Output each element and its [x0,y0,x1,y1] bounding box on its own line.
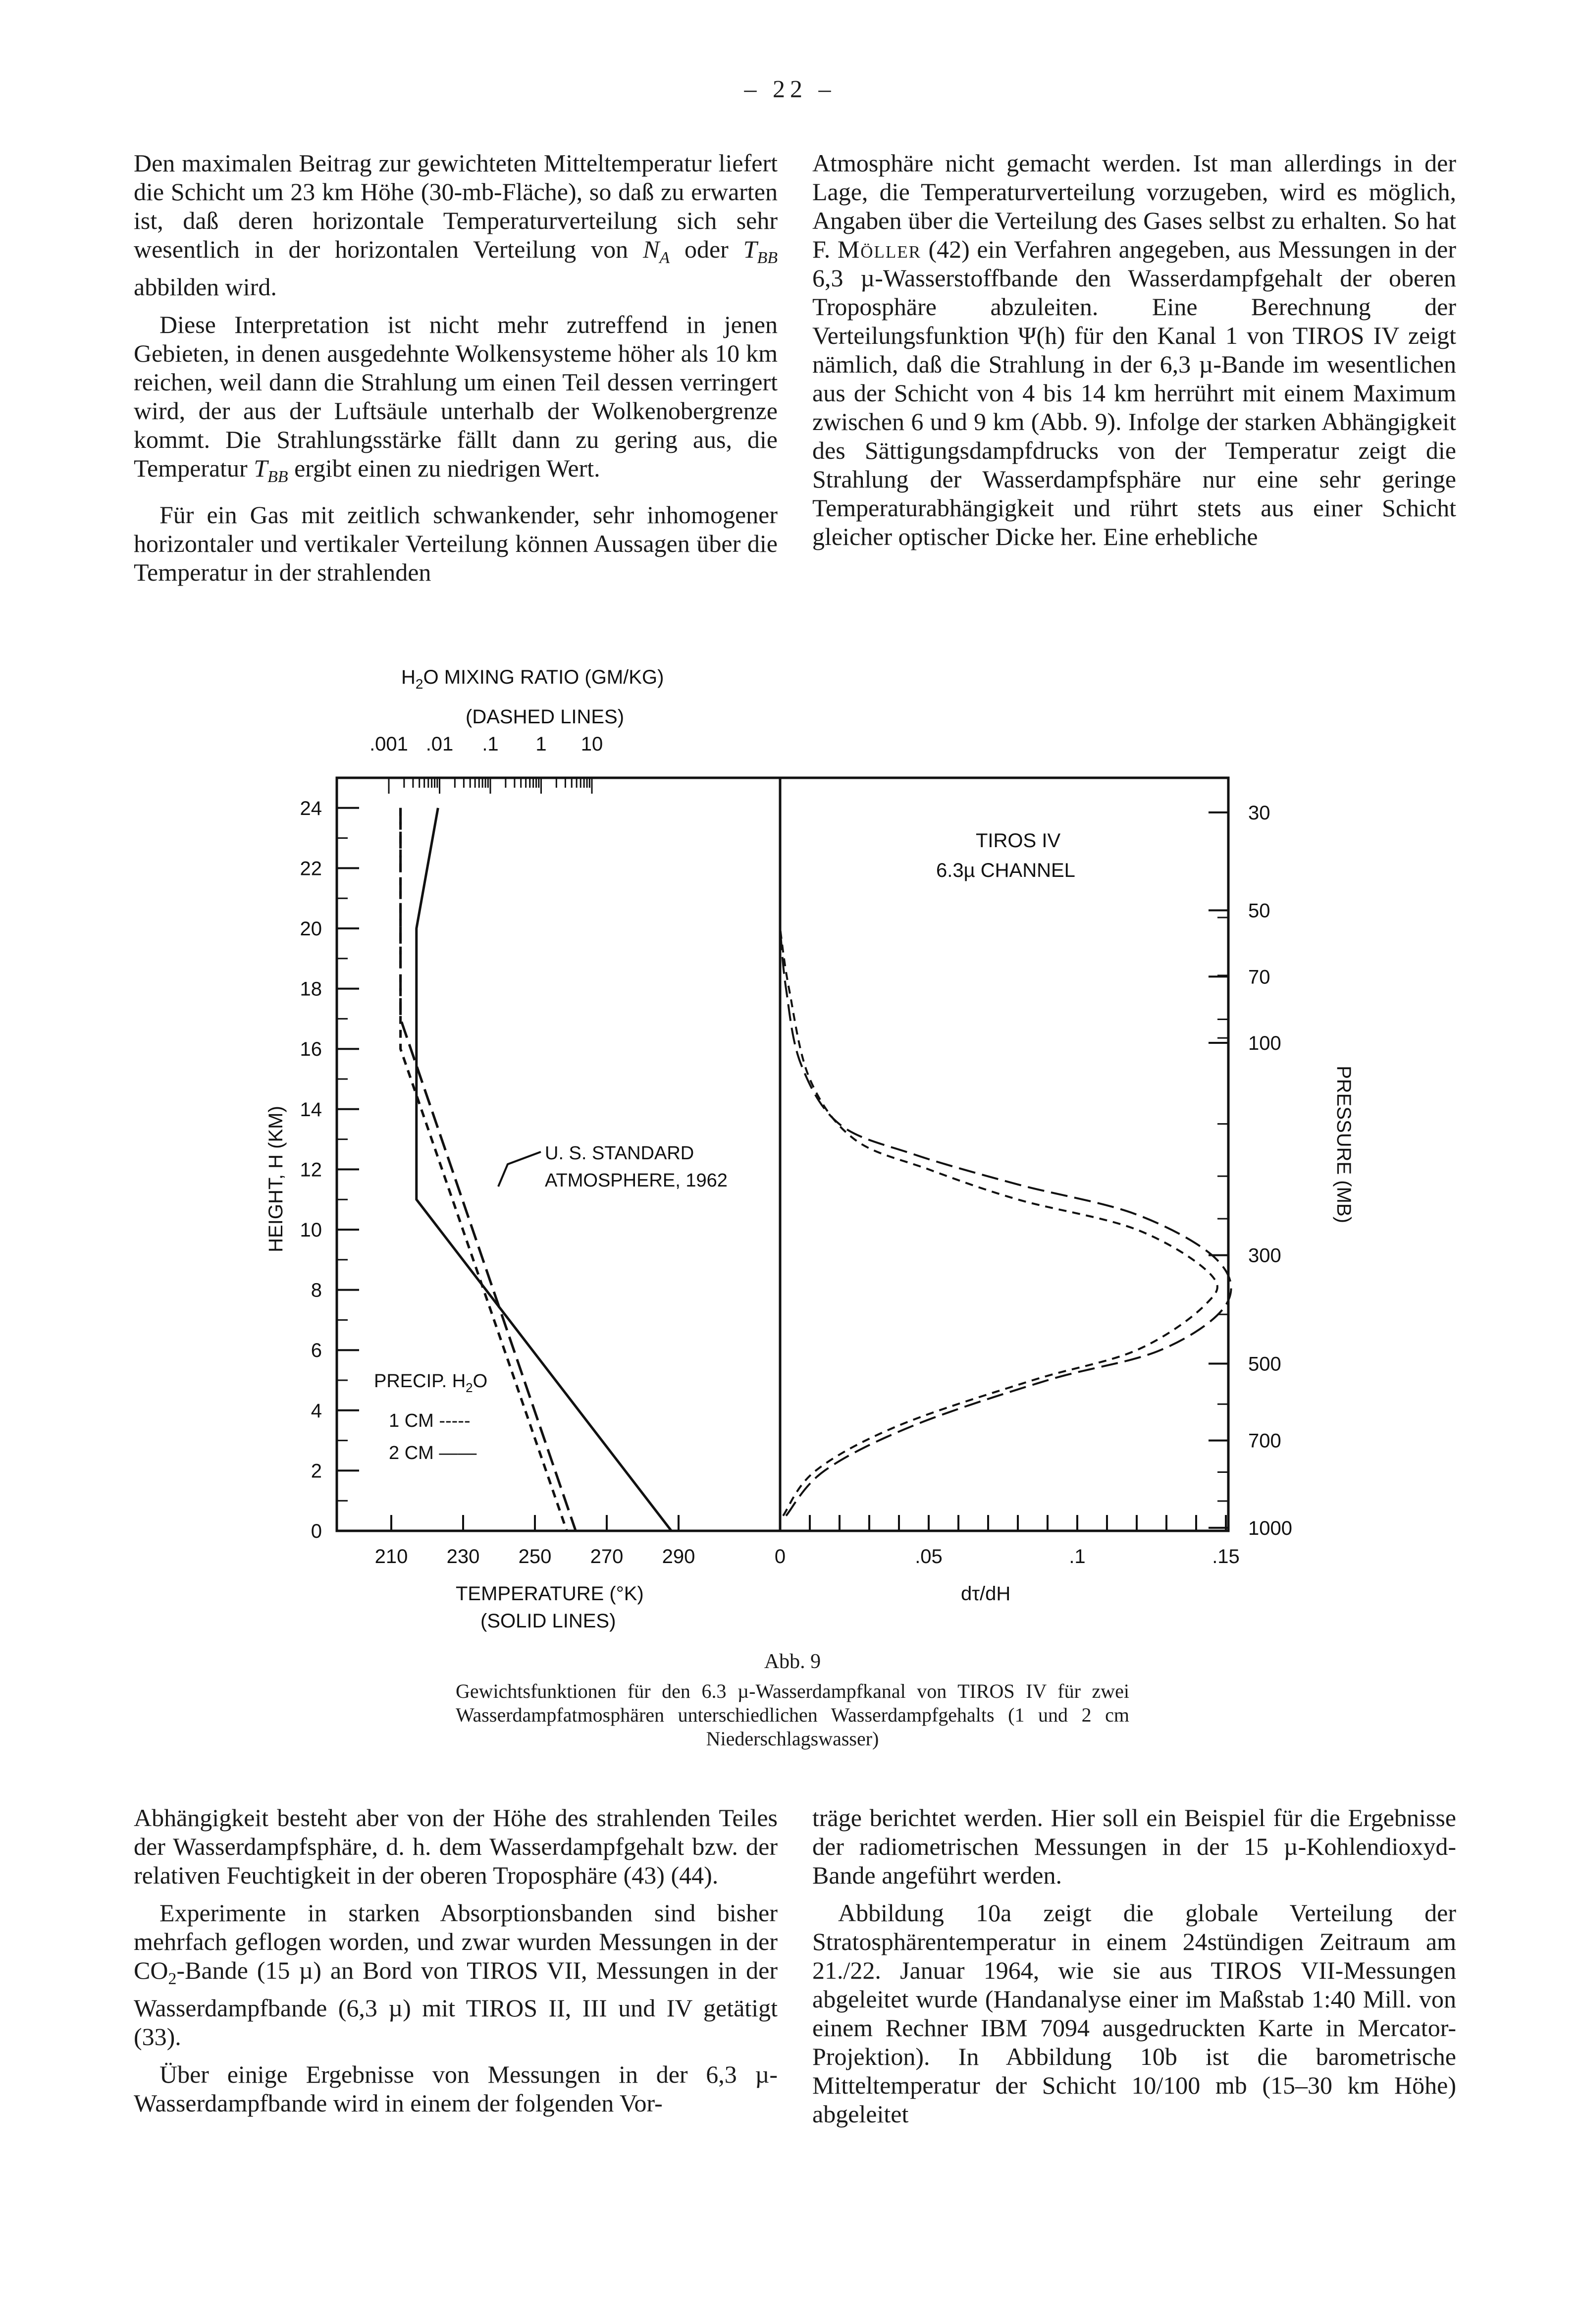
paragraph: Über einige Ergebnisse von Messungen in der 6,3 µ-Wasserdampfbande wird in einem der folgenden Vor- [134,2060,778,2117]
y-tick-label: 18 [300,978,322,1000]
annotation-channel: 6.3µ CHANNEL [936,860,1075,881]
weighting-tick-label: .15 [1212,1546,1240,1567]
y-tick-label: 4 [311,1400,322,1422]
pressure-tick-label: 300 [1248,1244,1281,1267]
pressure-tick-label: 500 [1248,1353,1281,1375]
author-name: Möller [837,235,922,263]
y-tick-label: 6 [311,1340,322,1362]
mixing-ratio-tick-label: .01 [425,733,454,755]
text-column-left-bottom [134,1803,778,2126]
caption-text: Gewichtsfunktionen für den 6.3 µ-Wasserdampfkanal von TIROS IV für zwei Wasserdampfatmosphären unterschiedlichen Wasserdampfgehalts (1 und 2 cm Niederschlagswasser) [456,1680,1129,1750]
figure-caption [456,1650,1129,1751]
temperature-tick-label: 230 [446,1546,480,1567]
temperature-axis-label: TEMPERATURE (°K) [456,1583,644,1605]
mixing-ratio-subtitle: (DASHED LINES) [466,706,625,728]
series-weighting-2cm [780,928,1231,1516]
temperature-tick-label: 210 [374,1546,408,1567]
y-tick-label: 14 [300,1098,322,1121]
pressure-tick-label: 70 [1248,966,1270,988]
y-tick-label: 24 [300,797,322,819]
y-tick-label: 16 [300,1038,322,1061]
weighting-tick-label: .05 [915,1546,943,1567]
y-tick-label: 20 [300,918,322,940]
paragraph: Diese Interpretation ist nicht mehr zutreffend in jenen Gebieten, in denen ausgedehnte Wolkensysteme höher als 10 km reichen, weil dann die Strahlung um einen Teil dessen verringert wird, der aus der Luftsäule unterhalb der Wolkenobergrenze kommt. Die Strahlungsstärke fällt dann zu gering aus, die Temperatur $T_{BB}$ ergibt einen zu niedrigen Wert. [134,311,778,486]
pressure-tick-label: 50 [1248,900,1270,922]
mixing-ratio-tick-label: .001 [369,733,408,755]
y-tick-label: 22 [300,858,322,880]
weighting-function-chart [238,654,1357,1645]
paragraph: Abbildung 10a zeigt die globale Verteilung der Stratosphärentemperatur in einem 24stündigen Zeitraum am 21./22. Januar 1964, wie sie aus TIROS VII-Messungen abgeleitet wurde (Handanalyse einer im Maßstab 1:40 Mill. von einem Rechner IBM 7094 ausgedruckten Karte in Mercator-Projektion). In Abbildung 10b ist die barometrische Mitteltemperatur der Schicht 10/100 mb (15–30 km Höhe) abgeleitet [812,1899,1456,2128]
caption-title: Abb. 9 [764,1650,821,1673]
pressure-tick-label: 1000 [1248,1517,1292,1539]
text-column-left-top [134,149,778,595]
legend-title: PRECIP. $H_2O$ [374,1371,488,1395]
text-column-right-bottom [812,1803,1456,2137]
annotation-leader [498,1152,541,1187]
paragraph: Für ein Gas mit zeitlich schwankender, sehr inhomogener horizontaler und vertikaler Verteilung können Aussagen über die Temperatur in der strahlenden [134,501,778,586]
pressure-axis-label: PRESSURE (MB) [1333,1066,1355,1223]
temperature-tick-label: 290 [662,1546,695,1567]
page-number: – 22 – [744,75,836,103]
y-tick-label: 0 [311,1520,322,1542]
text-column-right-top [812,149,1456,560]
pressure-tick-label: 700 [1248,1430,1281,1452]
pressure-tick-label: 30 [1248,802,1270,824]
mixing-ratio-tick-label: 10 [580,733,603,755]
paragraph: Den maximalen Beitrag zur gewichteten Mitteltemperatur liefert die Schicht um 23 km Höhe (30-mb-Fläche), so daß zu erwarten ist, daß deren horizontale Temperaturverteilung sich sehr wesentlich in der horizontalen Verteilung von $N_A$ oder $T_{BB}$ abbilden wird. [134,149,778,301]
temperature-tick-label: 250 [518,1546,552,1567]
mixing-ratio-tick-label: .1 [482,733,499,755]
paragraph: träge berichtet werden. Hier soll ein Beispiel für die Ergebnisse der radiometrischen Messungen in der 15 µ-Kohlendioxyd-Bande angeführt werden. [812,1804,1456,1889]
weighting-tick-label: .1 [1069,1546,1086,1567]
pressure-tick-label: 100 [1248,1032,1281,1055]
weighting-axis-label: dτ/dH [961,1583,1011,1605]
paragraph: Atmosphäre nicht gemacht werden. Ist man allerdings in der Lage, die Temperaturverteilung vorzugeben, wird es möglich, Angaben über die Verteilung des Gases selbst zu erhalten. So hat F. Möller (42) ein Verfahren angegeben, aus Messungen in der 6,3 µ-Wasserstoffbande den Wasserdampfgehalt der oberen Troposphäre abzuleiten. Eine Berechnung der Verteilungsfunktion Ψ(h) für den Kanal 1 von TIROS IV zeigt nämlich, daß die Strahlung in der 6,3 µ-Bande im wesentlichen aus der Schicht von 4 bis 14 km herrührt mit einem Maximum zwischen 6 und 9 km (Abb. 9). Infolge der starken Abhängigkeit des Sättigungsdampfdrucks von der Temperatur zeigt die Strahlung der Wasserdampfsphäre nur eine sehr geringe Temperaturabhängigkeit und rührt stets aus einer Schicht gleicher optischer Dicke her. Eine erhebliche [812,149,1456,550]
y-tick-label: 2 [311,1460,322,1482]
series-weighting-1cm [780,928,1217,1516]
y-axis-label: HEIGHT, H (KM) [265,1106,287,1252]
annotation-standard-atmosphere: U. S. STANDARD [545,1143,694,1164]
plot-frame [337,778,1228,1531]
y-tick-label: 8 [311,1279,322,1301]
figure-abb-9 [238,654,1357,1645]
y-tick-label: 10 [300,1219,322,1241]
paragraph: Abhängigkeit besteht aber von der Höhe des strahlenden Teiles der Wasserdampfsphäre, d. h. dem Wasserdampfgehalt bzw. der relativen Feuchtigkeit in der oberen Troposphäre (43) (44). [134,1804,778,1889]
weighting-tick-label: 0 [774,1546,786,1567]
temperature-tick-label: 270 [590,1546,624,1567]
temperature-axis-sublabel: (SOLID LINES) [480,1610,616,1632]
legend-2cm: 2 CM —— [389,1443,477,1463]
y-tick-label: 12 [300,1159,322,1181]
annotation-tiros: TIROS IV [976,830,1061,852]
legend-1cm: 1 CM ----- [389,1410,471,1431]
annotation-standard-atmosphere-year: ATMOSPHERE, 1962 [545,1170,728,1191]
mixing-ratio-tick-label: 1 [535,733,547,755]
mixing-ratio-title: $H_2O$ MIXING RATIO (GM/KG) [401,666,664,692]
paragraph: Experimente in starken Absorptionsbanden sind bisher mehrfach geflogen worden, und zwar wurden Messungen in der $CO_2$-Bande (15 µ) an Bord von TIROS VII, Messungen in der Wasserdampfbande (6,3 µ) mit TIROS II, III und IV getätigt (33). [134,1899,778,2051]
